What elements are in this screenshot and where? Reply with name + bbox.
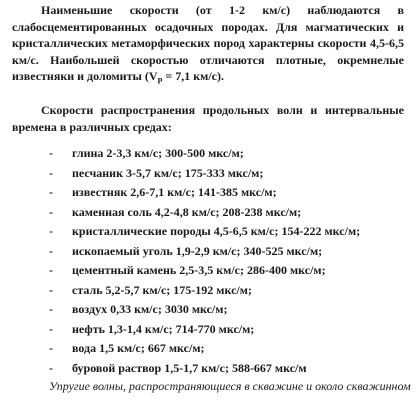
list-item-text: ископаемый уголь 1,9-2,9 км/с; 340-525 мкс/м; [72, 243, 323, 258]
list-marker: - [49, 185, 53, 199]
list-item [0, 144, 417, 164]
list-marker: - [49, 321, 53, 336]
list-item-text: воздух 0,33 км/с; 3030 мкс/м; [72, 302, 228, 316]
list-item-text: нефть 1,3-1,4 км/с; 714-770 мкс/м; [72, 321, 255, 336]
list-item-text: кристаллические породы 4,5-6,5 км/с; 154-222 мкс/м; [72, 224, 361, 238]
list-marker: - [49, 263, 53, 277]
velocity-list [0, 144, 417, 378]
list-item-text: вода 1,5 км/с; 667 мкс/м; [72, 341, 205, 355]
list-item [0, 203, 417, 223]
list-item-text: известняк 2,6-7,1 км/с; 141-385 мкс/м; [72, 185, 277, 199]
list-item-text: глина 2-3,3 км/с; 300-500 мкс/м; [72, 146, 244, 160]
list-item-text: цементный камень 2,5-3,5 км/с; 286-400 мкс/м; [72, 263, 326, 277]
list-item [0, 164, 417, 184]
list-marker: - [49, 224, 53, 238]
velocities-heading: Скорости распространения продольных волн и интервальные времена в различных средах: [12, 103, 404, 134]
velocity-subscript: P [157, 76, 163, 86]
list-item [0, 222, 417, 242]
list-item [0, 183, 417, 203]
list-item-text: песчаник 3-5,7 км/с; 175-333 мкс/м; [72, 165, 264, 180]
list-marker: - [49, 282, 53, 297]
intro-text-end: = 7,1 км/с). [162, 69, 224, 84]
section-caption: Упругие волны, распространяющиеся в скважине и около скважинном [49, 379, 411, 393]
list-item [0, 300, 417, 320]
list-item [0, 242, 417, 262]
list-item [0, 359, 417, 379]
list-item [0, 339, 417, 359]
list-marker: - [49, 302, 53, 316]
list-item [0, 261, 417, 281]
list-item-text: буровой раствор 1,5-1,7 км/с; 588-667 мкс/м [72, 360, 307, 375]
list-item [0, 281, 417, 301]
list-item-text: сталь 5,2-5,7 км/с; 175-192 мкс/м; [72, 282, 252, 297]
list-item [0, 320, 417, 340]
intro-text: Наименьшие скорости (от 1-2 км/с) наблюдаются в слабосцементированных осадочных породах. Для магматических и кристаллических метаморфических пород характерны скорости 4,5-6,5 км/с. Наибольшей скоростью отличаются плотные, окремнелые известняки и доломиты (V [12, 3, 404, 84]
list-marker: - [49, 146, 53, 160]
list-marker: - [49, 165, 53, 180]
list-marker: - [49, 360, 53, 375]
list-marker: - [49, 204, 53, 219]
list-marker: - [49, 243, 53, 258]
list-item-text: каменная соль 4,2-4,8 км/с; 208-238 мкс/м; [72, 204, 302, 219]
list-marker: - [49, 341, 53, 355]
intro-paragraph [12, 2, 404, 85]
